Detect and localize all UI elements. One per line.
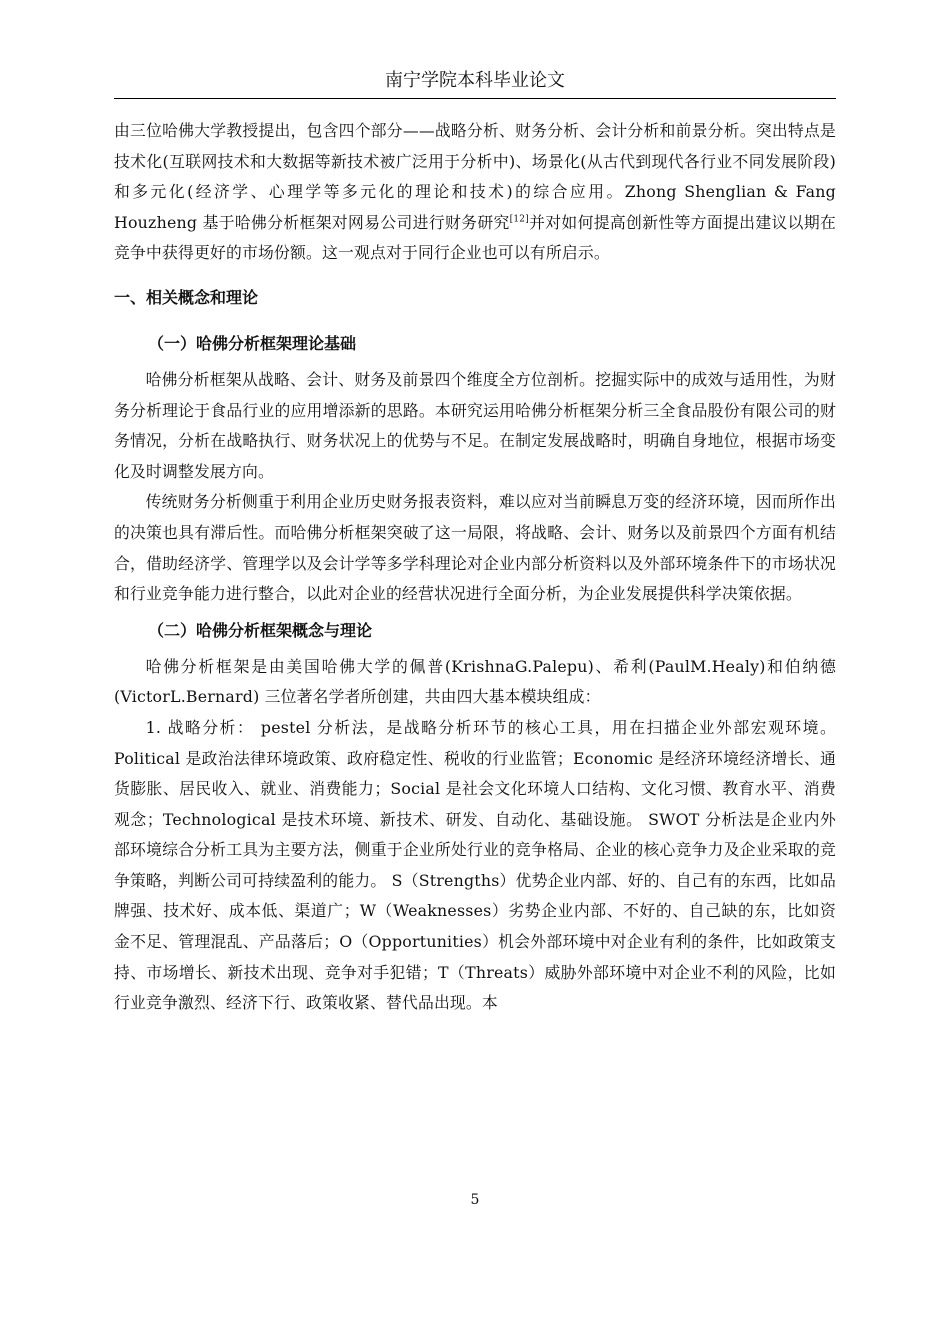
subsection-heading-2: （二）哈佛分析框架概念与理论 [148,620,373,640]
paragraph-intro-text: 由三位哈佛大学教授提出，包含四个部分——战略分析、财务分析、会计分析和前景分析。突出特点是技术化(互联网技术和大数据等新技术被广泛用于分析中)、场景化(从古代到现代各行业不同发展阶段) 和多元化(经济学、心理学等多元化的理论和技术)的综合应用。Zhong Shenglian & Fang Houzheng 基于哈佛分析框架对网易公司进行财务研究 [114,121,836,232]
paragraph-3: 哈佛分析框架是由美国哈佛大学的佩普(KrishnaG.Palepu)、希利(PaulM.Healy)和伯纳德(VictorL.Bernard) 三位著名学者所创建，共由四大基本模块组成： [114,656,836,707]
paragraph-2: 传统财务分析侧重于利用企业历史财务报表资料，难以应对当前瞬息万变的经济环境，因而所作出的决策也具有滞后性。而哈佛分析框架突破了这一局限，将战略、会计、财务以及前景四个方面有机结合，借助经济学、管理学以及会计学等多学科理论对企业内部分析资料以及外部环境条件下的市场状况和行业竞争能力进行整合，以此对企业的经营状况进行全面分析，为企业发展提供科学决策依据。 [114,492,836,604]
paragraph-intro-text-cont: 并对如何提高创新性等方面提出建议以期在竞争中获得更好的市场份额。这一观点对于同行企业也可以有所启示。 [114,212,836,263]
paragraph-4: 1. 战略分析： pestel 分析法，是战略分析环节的核心工具，用在扫描企业外部宏观环境。Political 是政治法律环境政策、政府稳定性、税收的行业监管；Economic 是经济环境经济增长、通货膨胀、居民收入、就业、消费能力；Social 是社会文化环境人口结构、文化习惯、教育水平、消费观念；Technological 是技术环境、新技术、研发、自动化、基础设施。 SWOT 分析法是企业内外部环境综合分析工具为主要方法，侧重于企业所处行业的竞争格局、企业的核心竞争力及企业采取的竞争策略，判断公司可持续盈利的能力。 S（Strengths）优势企业内部、好的、自己有的东西，比如品牌强、技术好、成本低、渠道广；W（Weaknesses）劣势企业内部、不好的、自己缺的东，比如资金不足、管理混乱、产品落后；O（Opportunities）机会外部环境中对企业有利的条件，比如政策支持、市场增长、新技术出现、竞争对手犯错；T（Threats）威胁外部环境中对企业不利的风险，比如行业竞争激烈、经济下行、政策收紧、替代品出现。本 [114,717,836,1013]
section-heading: 一、相关概念和理论 [114,287,259,307]
page-body [114,116,836,1019]
subsection-heading-1: （一）哈佛分析框架理论基础 [148,333,357,353]
header-title: 南宁学院本科毕业论文 [385,70,565,91]
paragraph-1: 哈佛分析框架从战略、会计、财务及前景四个维度全方位剖析。挖掘实际中的成效与适用性，为财务分析理论于食品行业的应用增添新的思路。本研究运用哈佛分析框架分析三全食品股份有限公司的财务情况，分析在战略执行、财务状况上的优势与不足。在制定发展战略时，明确自身地位，根据市场变化及时调整发展方向。 [114,369,836,481]
paragraph-intro [114,116,836,269]
page-number: 5 [470,1192,480,1208]
header-rule [114,98,836,99]
citation-ref: [12] [509,214,529,225]
